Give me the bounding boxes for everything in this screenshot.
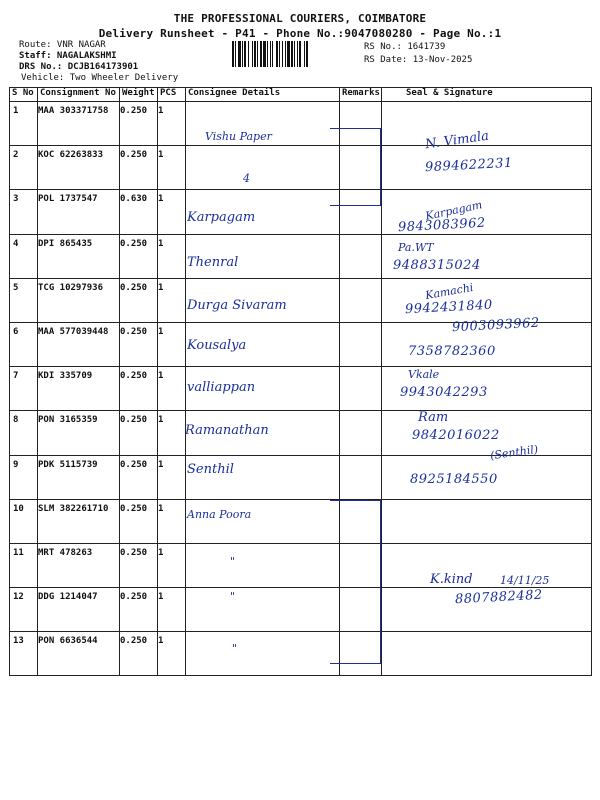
hw-thenral: Thenral (187, 255, 239, 270)
sig-kamachi-phone: 9942431840 (404, 297, 494, 318)
cell-consignee (186, 499, 340, 543)
cell-sno: 2 (10, 146, 38, 190)
table-row (10, 367, 592, 411)
cell-weight: 0.250 (120, 102, 158, 146)
cell-pcs: 1 (158, 278, 186, 322)
table-header-row (10, 88, 592, 102)
cell-remarks (340, 367, 382, 411)
cell-sno: 9 (10, 455, 38, 499)
cell-pcs: 1 (158, 234, 186, 278)
bracket-mark-bottom (330, 500, 381, 664)
cell-pcs: 1 (158, 190, 186, 234)
barcode (232, 41, 360, 67)
cell-sno: 4 (10, 234, 38, 278)
hw-ditto-12: " (230, 555, 236, 568)
col-header-signature: Seal & Signature (382, 88, 592, 102)
route-label: Route: VNR NAGAR (19, 40, 106, 50)
table-row (10, 190, 592, 234)
cell-weight: 0.250 (120, 632, 158, 676)
cell-pcs: 1 (158, 455, 186, 499)
cell-consignment: MAA 577039448 (38, 322, 120, 366)
hw-kousalya: Kousalya (187, 338, 247, 353)
company-title: THE PROFESSIONAL COURIERS, COIMBATORE (173, 12, 427, 25)
cell-weight: 0.250 (120, 322, 158, 366)
drs-number: DRS No.: DCJB164173901 (19, 62, 139, 72)
cell-remarks (340, 455, 382, 499)
hw-valliappan: valliappan (187, 380, 256, 395)
sig-karpagam-phone: 9843083962 (397, 215, 487, 236)
cell-consignment: PON 3165359 (38, 411, 120, 455)
sig-kousalya-phone: 7358782360 (408, 344, 496, 359)
cell-pcs: 1 (158, 632, 186, 676)
table-row (10, 499, 592, 543)
hw-karpagam: Karpagam (187, 210, 256, 225)
cell-consignee (186, 632, 340, 676)
cell-remarks (340, 411, 382, 455)
sig-k-phone: 8807882482 (454, 587, 544, 608)
hw-durga: Durga Sivaram (187, 298, 287, 313)
cell-sno: 10 (10, 499, 38, 543)
hw-senthil: Senthil (187, 462, 234, 477)
cell-consignment: DDG 1214047 (38, 588, 120, 632)
cell-pcs: 1 (158, 102, 186, 146)
cell-consignment: TCG 10297936 (38, 278, 120, 322)
cell-remarks (340, 234, 382, 278)
hw-ditto-13: " (230, 590, 236, 603)
sig-vkale-phone: 9943042293 (400, 385, 488, 400)
sig-alt-phone: 9003093962 (451, 315, 541, 336)
cell-pcs: 1 (158, 588, 186, 632)
staff-label: Staff: NAGALAKSHMI (19, 51, 117, 61)
cell-weight: 0.250 (120, 146, 158, 190)
col-header-weight: Weight (120, 88, 158, 102)
cell-pcs: 1 (158, 499, 186, 543)
cell-consignee (186, 543, 340, 587)
cell-sno: 5 (10, 278, 38, 322)
runsheet-table (9, 87, 592, 676)
cell-remarks (340, 322, 382, 366)
cell-weight: 0.250 (120, 588, 158, 632)
table-row (10, 455, 592, 499)
cell-signature (382, 543, 592, 587)
sig-pa: Pa.WT (398, 241, 434, 254)
cell-weight: 0.250 (120, 411, 158, 455)
cell-weight: 0.250 (120, 543, 158, 587)
sig-vkale: Vkale (408, 368, 440, 381)
cell-weight: 0.250 (120, 278, 158, 322)
col-header-consignee: Consignee Details (186, 88, 340, 102)
cell-consignment: PDK 5115739 (38, 455, 120, 499)
hw-ditto-1: 4 (243, 172, 250, 185)
cell-consignee (186, 588, 340, 632)
cell-weight: 0.250 (120, 234, 158, 278)
cell-pcs: 1 (158, 367, 186, 411)
cell-sno: 3 (10, 190, 38, 234)
cell-pcs: 1 (158, 411, 186, 455)
cell-consignment: MAA 303371758 (38, 102, 120, 146)
cell-pcs: 1 (158, 146, 186, 190)
sig-date: 14/11/25 (500, 574, 550, 587)
cell-sno: 1 (10, 102, 38, 146)
cell-consignment: PON 6636544 (38, 632, 120, 676)
sig-kamachi: Kamachi (424, 280, 475, 303)
cell-remarks (340, 278, 382, 322)
sig-k: K.kind (430, 572, 473, 587)
col-header-sno: S No (10, 88, 38, 102)
cell-sno: 11 (10, 543, 38, 587)
cell-pcs: 1 (158, 543, 186, 587)
cell-consignment: DPI 865435 (38, 234, 120, 278)
col-header-remarks: Remarks (340, 88, 382, 102)
bracket-mark-top (330, 128, 381, 206)
hw-anna-poorna: Anna Poora (187, 508, 252, 521)
table-row (10, 102, 592, 146)
table-row (10, 234, 592, 278)
sig-vimala-phone: 9894622231 (424, 155, 514, 176)
rs-number: RS No.: 1641739 (364, 42, 446, 52)
sig-vimala: N. Vimala (424, 128, 490, 153)
cell-consignment: KDI 335709 (38, 367, 120, 411)
cell-pcs: 1 (158, 322, 186, 366)
sig-senthil: (Senthil) (489, 442, 539, 463)
cell-consignment: KOC 62263833 (38, 146, 120, 190)
vehicle-label: Vehicle: Two Wheeler Delivery (21, 73, 179, 83)
cell-signature (382, 499, 592, 543)
sig-senthil-phone: 8925184550 (410, 472, 498, 487)
cell-consignment: MRT 478263 (38, 543, 120, 587)
sig-karpagam: Karpagam (424, 198, 484, 223)
col-header-pcs: PCS (158, 88, 186, 102)
sig-ram-phone: 9842016022 (412, 428, 500, 443)
cell-weight: 0.630 (120, 190, 158, 234)
cell-signature (382, 632, 592, 676)
cell-weight: 0.250 (120, 499, 158, 543)
cell-sno: 8 (10, 411, 38, 455)
cell-sno: 13 (10, 632, 38, 676)
cell-sno: 12 (10, 588, 38, 632)
cell-sno: 7 (10, 367, 38, 411)
hw-ditto-14: " (232, 642, 238, 655)
hw-ramanathan: Ramanathan (185, 423, 269, 438)
hw-vishu-paper: Vishu Paper (205, 130, 272, 143)
table-row (10, 278, 592, 322)
col-header-consignment: Consignment No (38, 88, 120, 102)
table-row (10, 632, 592, 676)
cell-weight: 0.250 (120, 455, 158, 499)
runsheet-title: Delivery Runsheet - P41 - Phone No.:9047080280 - Page No.:1 (98, 27, 502, 40)
cell-consignment: SLM 382261710 (38, 499, 120, 543)
sig-ram: Ram (418, 410, 449, 425)
sig-pa-phone: 9488315024 (393, 258, 481, 273)
cell-sno: 6 (10, 322, 38, 366)
cell-consignee (186, 146, 340, 190)
cell-weight: 0.250 (120, 367, 158, 411)
cell-consignment: POL 1737547 (38, 190, 120, 234)
rs-date: RS Date: 13-Nov-2025 (364, 55, 473, 65)
